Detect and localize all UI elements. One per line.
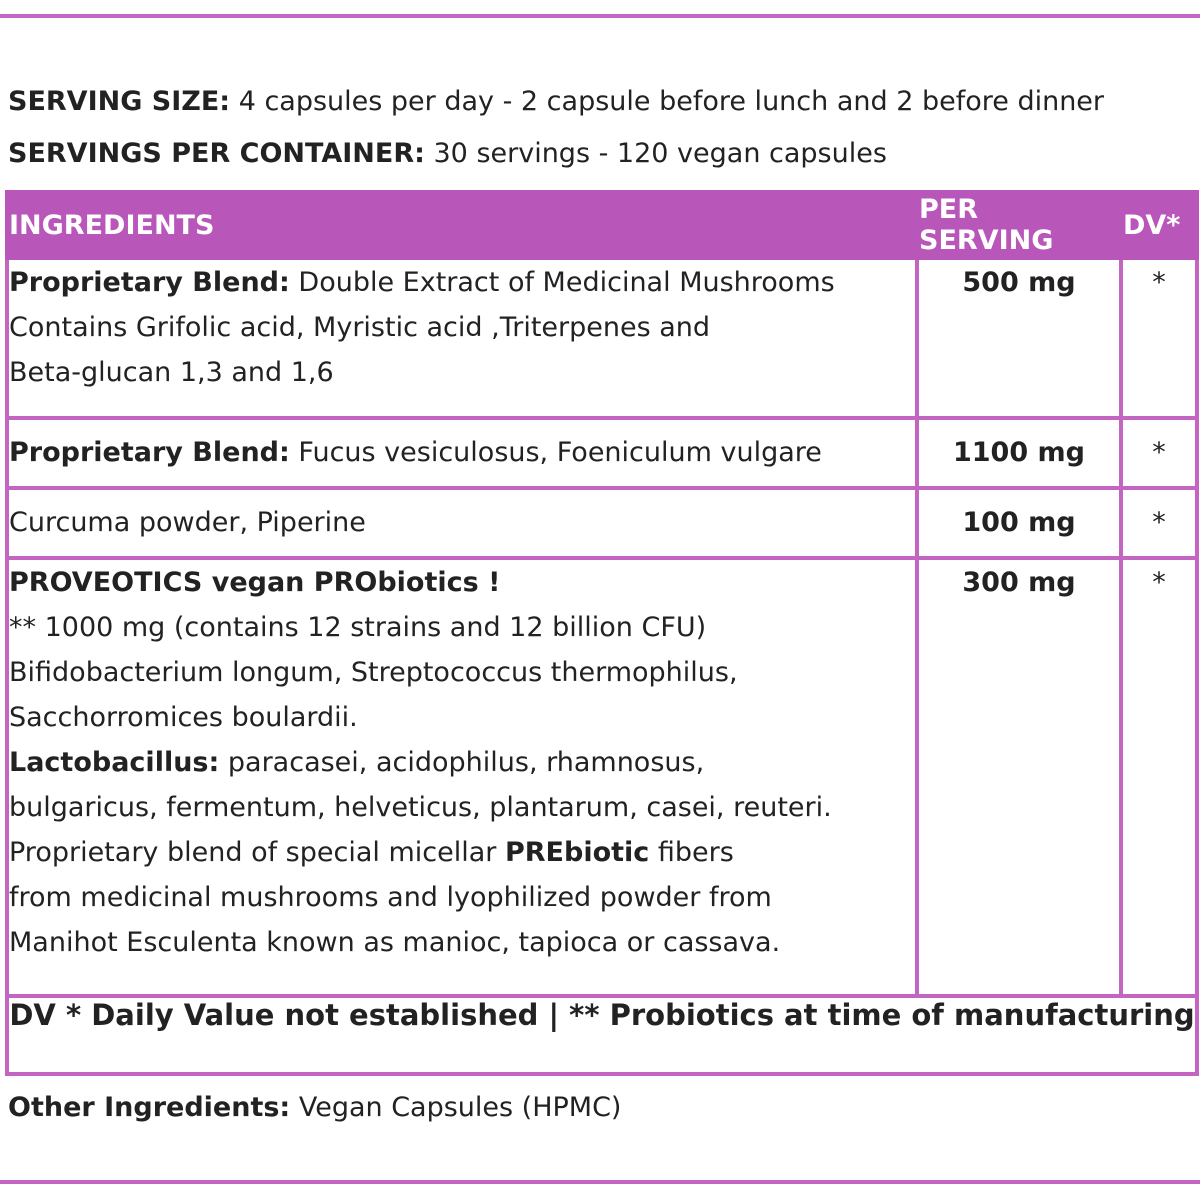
table-row [7, 558, 1197, 996]
table-footnote: DV * Daily Value not established | ** Probiotics at time of manufacturing [7, 996, 1197, 1074]
ingredient-text: Manihot Esculenta known as manioc, tapioca or cassava. [9, 927, 781, 958]
ingredient-cell [7, 488, 917, 558]
ingredient-label: Proprietary Blend: [9, 437, 290, 468]
amount-cell: 1100 mg [917, 418, 1121, 488]
ingredient-text: paracasei, acidophilus, rhamnosus, [227, 747, 705, 778]
ingredient-cell [7, 258, 917, 418]
amount-cell: 500 mg [917, 258, 1121, 418]
ingredient-text: Double Extract of Medicinal Mushrooms [298, 267, 835, 298]
top-divider [0, 14, 1200, 18]
ingredient-text: from medicinal mushrooms and lyophilized powder from [9, 882, 772, 913]
ingredient-text: Contains Grifolic acid, Myristic acid ,Triterpenes and [9, 312, 711, 343]
ingredient-label: Lactobacillus: [9, 747, 220, 778]
bottom-divider [0, 1180, 1200, 1184]
ingredient-text: Fucus vesiculosus, Foeniculum vulgare [298, 437, 822, 468]
dv-cell: * [1121, 418, 1197, 488]
servings-per-container [8, 138, 887, 169]
ingredient-text: Sacchorromices boulardii. [9, 702, 358, 733]
ingredient-text: fibers [657, 837, 734, 868]
ingredient-emphasis: PREbiotic [504, 837, 650, 868]
serving-size [8, 86, 1104, 117]
table-footer-row [7, 996, 1197, 1074]
ingredient-label: Proprietary Blend: [9, 267, 290, 298]
table-header-row [7, 192, 1197, 258]
header-dv: DV* [1121, 192, 1197, 258]
serving-size-label: SERVING SIZE: [8, 86, 231, 117]
ingredient-text: Curcuma powder, Piperine [9, 507, 366, 538]
ingredient-cell [7, 558, 917, 996]
header-per-serving: PER SERVING [917, 192, 1121, 258]
other-ingredients-label: Other Ingredients: [8, 1092, 291, 1123]
table-row [7, 418, 1197, 488]
amount-cell: 100 mg [917, 488, 1121, 558]
serving-size-value: 4 capsules per day - 2 capsule before lunch and 2 before dinner [238, 86, 1105, 117]
other-ingredients-value: Vegan Capsules (HPMC) [298, 1092, 622, 1123]
table-row [7, 258, 1197, 418]
amount-cell: 300 mg [917, 558, 1121, 996]
ingredient-text: bulgaricus, fermentum, helveticus, plantarum, casei, reuteri. [9, 792, 832, 823]
ingredient-title: PROVEOTICS vegan PRObiotics ! [9, 567, 501, 598]
ingredient-cell [7, 418, 917, 488]
table-row [7, 488, 1197, 558]
supplement-facts-table [5, 190, 1199, 1076]
dv-cell: * [1121, 488, 1197, 558]
header-ingredients: INGREDIENTS [7, 192, 917, 258]
other-ingredients [8, 1092, 621, 1123]
ingredient-text: Beta-glucan 1,3 and 1,6 [9, 357, 334, 388]
dv-cell: * [1121, 258, 1197, 418]
ingredient-text: Bifidobacterium longum, Streptococcus thermophilus, [9, 657, 738, 688]
servings-per-container-label: SERVINGS PER CONTAINER: [8, 138, 425, 169]
servings-per-container-value: 30 servings - 120 vegan capsules [433, 138, 887, 169]
ingredient-text: Proprietary blend of special micellar [9, 837, 497, 868]
dv-cell: * [1121, 558, 1197, 996]
ingredient-text: ** 1000 mg (contains 12 strains and 12 billion CFU) [9, 612, 707, 643]
